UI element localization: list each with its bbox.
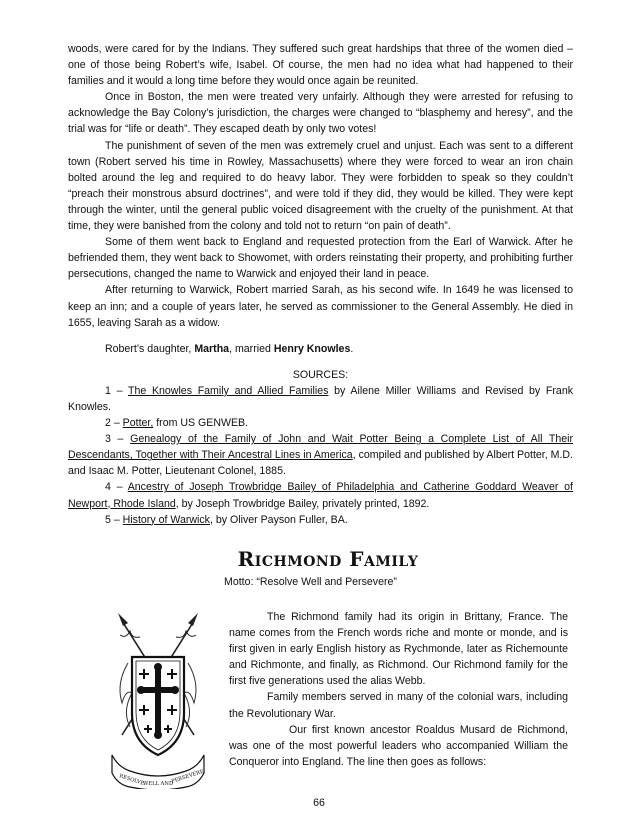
paragraph: Once in Boston, the men were treated very unfairly. Although they were arrested for refusing to acknowledge the Bay Colony’s jurisdiction, the charges were changed to “blasphemy and heresy”, and the trial was for “life or death”. They escaped death by only two votes! [68, 91, 573, 136]
source-title: Potter, [122, 417, 154, 430]
section-title: Richmond Family [237, 547, 419, 571]
family-motto: Motto: “Resolve Well and Persevere” [224, 576, 397, 588]
source-item: 4 – Ancestry of Joseph Trowbridge Bailey of Philadelphia and Catherine Goddard Weaver of Newport, Rhode Island, by Joseph Trowbridge Bailey, privately printed, 1892. [68, 481, 573, 510]
source-title: The Knowles Family and Allied Families [128, 384, 329, 397]
sources-heading: SOURCES: [292, 368, 349, 381]
source-item: 2 – Potter, from US GENWEB. [105, 417, 249, 430]
coat-of-arms-icon [108, 605, 208, 789]
paragraph: After returning to Warwick, Robert married Sarah, as his second wife. In 1649 he was licensed to keep an inn; and a couple of years later, he served as commissioner to the General Assembly. He died in 1655, leaving Sarah as a widow. [68, 284, 573, 329]
source-title: Ancestry of Joseph Trowbridge Bailey of Philadelphia and Catherine Goddard Weaver of Newport, Rhode Island [68, 481, 573, 510]
source-item: 5 – History of Warwick, by Oliver Payson Fuller, BA. [105, 513, 348, 526]
paragraph: woods, were cared for by the Indians. They suffered such great hardships that three of the women died – one of those being Robert’s wife, Isabel. Of course, the men had no idea what had happened to their families and it would a long time before they would once again be reunited. [68, 43, 573, 88]
crest-motto-mid: WELL AND [143, 781, 174, 787]
daughter-name: Martha [194, 342, 230, 355]
source-item: 1 – The Knowles Family and Allied Families by Ailene Miller Williams and Revised by Frank Knowles. [68, 384, 574, 413]
paragraph: Our first known ancestor Roaldus Musard de Richmond, was one of the most powerful leaders who accompanied William the Conqueror into England. The line then goes as follows: [229, 723, 568, 768]
husband-name: Henry Knowles [273, 342, 351, 355]
crest-motto-left: RESOLVE [118, 773, 145, 787]
paragraph: The punishment of seven of the men was extremely cruel and unjust. Each was sent to a different town (Robert served his time in Rowley, Massachusetts) where they were forced to wear an iron chain bolted around the leg and required to do heavy labor. They were forbidden to speak so they couldn’t “preach their monstrous absurd doctrines”, and were told if they did, they would be killed. They were kept through the winter, until the general public voiced disagreement with the cruelty of the punishment. At that time, they were banished from the colony and told not to return “on pain of death”. [68, 139, 573, 233]
main-text [68, 41, 573, 528]
source-item: 3 – Genealogy of the Family of John and Wait Potter Being a Complete List of All Their Descendants, Together with Their Ancestral Lines in America, compiled and published by Albert Potter, M.D. and Isaac M. Potter, Lieutenant Colonel, 1885. [68, 433, 574, 478]
source-title: Genealogy of the Family of John and Wait Potter Being a Complete List of All Their Descendants, Together with Their Ancestral Lines in America [68, 433, 574, 462]
paragraph: Family members served in many of the colonial wars, including the Revolutionary War. [229, 691, 568, 720]
crest-motto-right: PERSEVERE [170, 768, 205, 785]
richmond-text [229, 609, 568, 770]
page-number: 66 [313, 797, 325, 809]
daughter-line: Robert’s daughter, Martha, married Henry Knowles. [105, 342, 354, 355]
source-title: History of Warwick [122, 513, 210, 526]
paragraph: The Richmond family had its origin in Brittany, France. The name comes from the French words riche and monte or monde, and is first given in early English history as Rychmonde, later as Richemounte and Richmonte, and finally, as Richmond. Our Richmond family for the first five generations used the alias Webb. [229, 611, 568, 688]
paragraph: Some of them went back to England and requested protection from the Earl of Warwick. After he befriended them, they went back to Showomet, with orders reinstating their property, and prohibiting further persecutions, changed the name to Warwick and enjoyed their land in peace. [68, 236, 573, 281]
